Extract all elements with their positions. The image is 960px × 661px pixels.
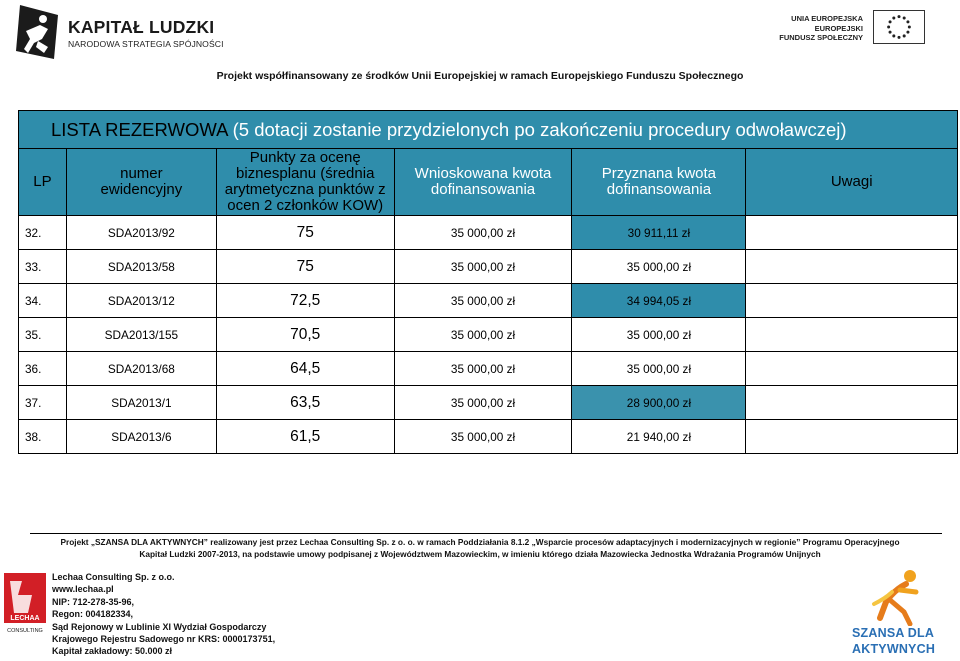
table-row [19, 216, 958, 250]
column-header-granted: Przyznana kwota dofinansowania [572, 149, 746, 216]
lechaa-logo [4, 573, 46, 635]
kapital-ludzki-logo [14, 3, 224, 61]
eu-logo [779, 10, 925, 50]
table-row [19, 386, 958, 420]
cell-granted: 30 911,11 zł [572, 216, 746, 250]
footer-project-line-1: Projekt „SZANSA DLA AKTYWNYCH” realizowany jest przez Lechaa Consulting Sp. z o. o. w ramach Poddziałania 8.1.2 „Wsparcie procesów adaptacyjnych i modernizacyjnych w regionie” Programu Operacyjnego [60, 537, 900, 547]
eu-line-1: UNIA EUROPEJSKA [791, 14, 863, 23]
company-capital: Kapitał zakładowy: 50.000 zł [52, 646, 173, 657]
table-title-row [19, 111, 958, 149]
table-row [19, 250, 958, 284]
cell-granted: 34 994,05 zł [572, 284, 746, 318]
cell-lp: 33. [19, 250, 67, 284]
cell-points: 61,5 [216, 420, 394, 454]
lechaa-logo-sub: CONSULTING [7, 628, 43, 634]
cell-points: 72,5 [216, 284, 394, 318]
eu-line-2: EUROPEJSKI [814, 23, 863, 33]
cell-requested: 35 000,00 zł [394, 250, 572, 284]
cell-notes [746, 284, 958, 318]
cell-lp: 34. [19, 284, 67, 318]
column-header-points: Punkty za ocenę biznesplanu (średnia arytmetyczna punktów z ocen 2 członków KOW) [216, 149, 394, 216]
column-header-lp: LP [19, 149, 67, 216]
cell-points: 75 [216, 250, 394, 284]
reserve-list-table [18, 110, 958, 454]
table-title [19, 111, 958, 149]
eu-flag-icon [873, 10, 925, 44]
company-krs: Krajowego Rejestru Sadowego nr KRS: 0000173751, [52, 634, 276, 645]
column-header-requested: Wnioskowana kwota dofinansowania [394, 149, 572, 216]
kapital-ludzki-subtitle: NARODOWA STRATEGIA SPÓJNOŚCI [68, 39, 224, 49]
table-row [19, 318, 958, 352]
cell-lp: 38. [19, 420, 67, 454]
cell-notes [746, 250, 958, 284]
szansa-figure-icon [870, 568, 926, 626]
cell-points: 75 [216, 216, 394, 250]
table-row [19, 284, 958, 318]
cell-lp: 35. [19, 318, 67, 352]
cell-number: SDA2013/92 [66, 216, 216, 250]
kapital-ludzki-title: KAPITAŁ LUDZKI [68, 17, 215, 37]
footer-divider [30, 533, 942, 534]
table-title-main: LISTA REZERWOWA [51, 118, 228, 140]
cell-lp: 32. [19, 216, 67, 250]
cell-requested: 35 000,00 zł [394, 352, 572, 386]
table-header-row [19, 149, 958, 216]
cell-notes [746, 386, 958, 420]
cell-lp: 36. [19, 352, 67, 386]
footer-project-line-2: Kapitał Ludzki 2007-2013, na podstawie umowy podpisanej z Województwem Mazowieckim, w imieniu którego działa Mazowiecka Jednostka Wdrażania Programów Unijnych [139, 549, 821, 559]
cell-lp: 37. [19, 386, 67, 420]
szansa-line-2: AKTYWNYCH [852, 642, 936, 656]
company-court: Sąd Rejonowy w Lublinie XI Wydział Gospodarczy [52, 621, 267, 632]
cell-requested: 35 000,00 zł [394, 284, 572, 318]
cell-granted: 35 000,00 zł [572, 250, 746, 284]
table-row [19, 420, 958, 454]
company-website: www.lechaa.pl [52, 584, 114, 595]
cell-notes [746, 420, 958, 454]
cell-notes [746, 216, 958, 250]
eu-line-3: FUNDUSZ SPOŁECZNY [779, 33, 863, 42]
cell-requested: 35 000,00 zł [394, 216, 572, 250]
cell-granted: 21 940,00 zł [572, 420, 746, 454]
column-header-notes: Uwagi [746, 149, 958, 216]
cell-number: SDA2013/68 [66, 352, 216, 386]
company-info [52, 571, 275, 658]
eu-text [779, 14, 863, 43]
cell-granted: 28 900,00 zł [572, 386, 746, 420]
table-row [19, 352, 958, 386]
cell-granted: 35 000,00 zł [572, 352, 746, 386]
company-regon: Regon: 004182334, [52, 609, 134, 620]
lechaa-logo-text: LECHAA [10, 615, 40, 622]
cell-requested: 35 000,00 zł [394, 386, 572, 420]
cell-requested: 35 000,00 zł [394, 420, 572, 454]
cell-number: SDA2013/12 [66, 284, 216, 318]
cell-number: SDA2013/155 [66, 318, 216, 352]
cell-points: 63,5 [216, 386, 394, 420]
project-cofinancing-line: Projekt współfinansowany ze środków Unii Europejskiej w ramach Europejskiego Funduszu Społecznego [216, 70, 744, 82]
cell-notes [746, 318, 958, 352]
company-nip: NIP: 712-278-35-96, [52, 596, 135, 607]
cell-number: SDA2013/1 [66, 386, 216, 420]
kapital-ludzki-emblem-icon [14, 3, 60, 61]
cell-notes [746, 352, 958, 386]
company-name: Lechaa Consulting Sp. z o.o. [52, 572, 175, 582]
cell-number: SDA2013/6 [66, 420, 216, 454]
cell-number: SDA2013/58 [66, 250, 216, 284]
table-title-rest: (5 dotacji zostanie przydzielonych po zakończeniu procedury odwoławczej) [227, 118, 847, 140]
cell-granted: 35 000,00 zł [572, 318, 746, 352]
cell-requested: 35 000,00 zł [394, 318, 572, 352]
cell-points: 70,5 [216, 318, 394, 352]
column-header-number: numer ewidencyjny [66, 149, 216, 216]
cell-points: 64,5 [216, 352, 394, 386]
szansa-line-1: SZANSA DLA [852, 626, 935, 640]
szansa-dla-aktywnych-logo [848, 568, 948, 660]
